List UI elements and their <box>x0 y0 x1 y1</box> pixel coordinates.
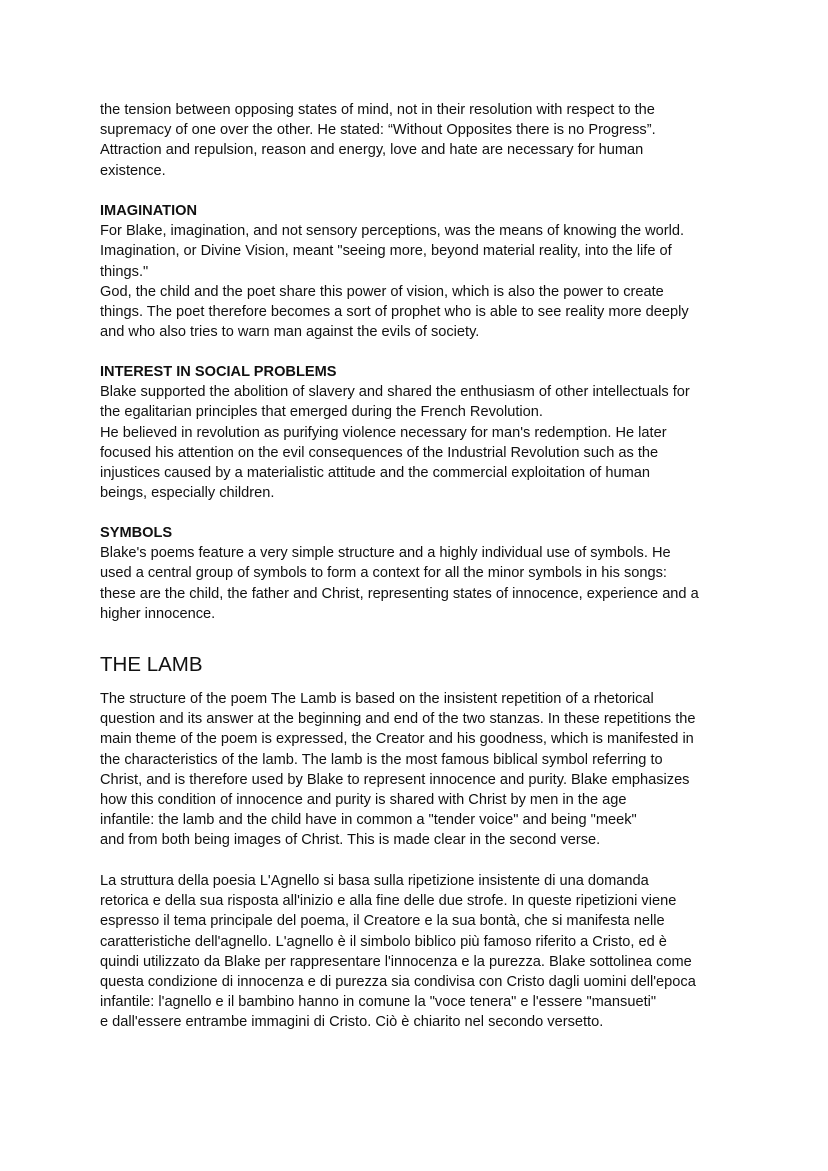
text-line: things." <box>100 263 149 280</box>
lamb-english-paragraph <box>100 689 740 851</box>
symbols-section <box>100 523 740 624</box>
text-line: He believed in revolution as purifying violence necessary for man's redemption. He later <box>100 424 667 441</box>
section-heading: IMAGINATION <box>100 203 198 219</box>
text-line: the characteristics of the lamb. The lamb is the most famous biblical symbol referring to <box>100 751 663 768</box>
text-line: retorica e della sua risposta all'inizio e alla fine delle due strofe. In queste ripetizioni viene <box>100 893 677 910</box>
imagination-section <box>100 201 740 342</box>
text-line: quindi utilizzato da Blake per rappresentare l'innocenza e la purezza. Blake sottolinea come <box>100 953 692 970</box>
text-line: For Blake, imagination, and not sensory perceptions, was the means of knowing the world. <box>100 223 685 240</box>
text-line: higher innocence. <box>100 605 216 622</box>
text-line: injustices caused by a materialistic attitude and the commercial exploitation of human <box>100 464 650 481</box>
text-line: the egalitarian principles that emerged during the French Revolution. <box>100 404 543 421</box>
lamb-italian-paragraph <box>100 871 740 1033</box>
text-line: Attraction and repulsion, reason and energy, love and hate are necessary for human <box>100 142 644 159</box>
text-line: Blake's poems feature a very simple structure and a highly individual use of symbols. He <box>100 545 671 562</box>
text-line: used a central group of symbols to form a context for all the minor symbols in his songs: <box>100 565 667 582</box>
text-line: and who also tries to warn man against the evils of society. <box>100 324 480 341</box>
text-line: how this condition of innocence and purity is shared with Christ by men in the age <box>100 791 627 808</box>
text-line: La struttura della poesia L'Agnello si basa sulla ripetizione insistente di una domanda <box>100 873 649 889</box>
text-line: Christ, and is therefore used by Blake to represent innocence and purity. Blake emphasizes <box>100 771 690 788</box>
text-line: beings, especially children. <box>100 485 275 502</box>
section-title-the-lamb: THE LAMB <box>100 653 203 676</box>
text-line: supremacy of one over the other. He stated: “Without Opposites there is no Progress”. <box>100 122 656 139</box>
text-line: focused his attention on the evil consequences of the Industrial Revolution such as the <box>100 444 659 461</box>
text-line: the tension between opposing states of mind, not in their resolution with respect to the <box>100 102 655 118</box>
text-line: infantile: the lamb and the child have in common a "tender voice" and being "meek" <box>100 812 637 829</box>
text-line: e dall'essere entrambe immagini di Cristo. Ciò è chiarito nel secondo versetto. <box>100 1014 604 1031</box>
text-line: The structure of the poem The Lamb is based on the insistent repetition of a rhetorical <box>100 691 654 707</box>
section-heading: SYMBOLS <box>100 525 173 541</box>
text-line: caratteristiche dell'agnello. L'agnello è il simbolo biblico più famoso riferito a Cristo, ed è <box>100 933 667 950</box>
social-problems-section <box>100 362 740 503</box>
text-line: main theme of the poem is expressed, the Creator and his goodness, which is manifested in <box>100 731 694 748</box>
text-line: Imagination, or Divine Vision, meant "seeing more, beyond material reality, into the life of <box>100 243 672 260</box>
text-line: questa condizione di innocenza e di purezza sia condivisa con Cristo dagli uomini dell'epoca <box>100 973 696 990</box>
text-line: things. The poet therefore becomes a sort of prophet who is able to see reality more deeply <box>100 303 689 320</box>
text-line: God, the child and the poet share this power of vision, which is also the power to create <box>100 283 664 300</box>
text-line: espresso il tema principale del poema, il Creatore e la sua bontà, che si manifesta nelle <box>100 913 665 930</box>
text-line: and from both being images of Christ. This is made clear in the second verse. <box>100 832 601 849</box>
text-line: these are the child, the father and Christ, representing states of innocence, experience and a <box>100 585 699 602</box>
text-line: question and its answer at the beginning and end of the two stanzas. In these repetitions the <box>100 711 696 728</box>
text-line: existence. <box>100 162 166 179</box>
section-heading: INTEREST IN SOCIAL PROBLEMS <box>100 364 337 380</box>
text-line: infantile: l'agnello e il bambino hanno in comune la "voce tenera" e l'essere "mansueti" <box>100 994 657 1011</box>
text-line: Blake supported the abolition of slavery and shared the enthusiasm of other intellectuals for <box>100 384 690 401</box>
intro-section <box>100 100 740 181</box>
